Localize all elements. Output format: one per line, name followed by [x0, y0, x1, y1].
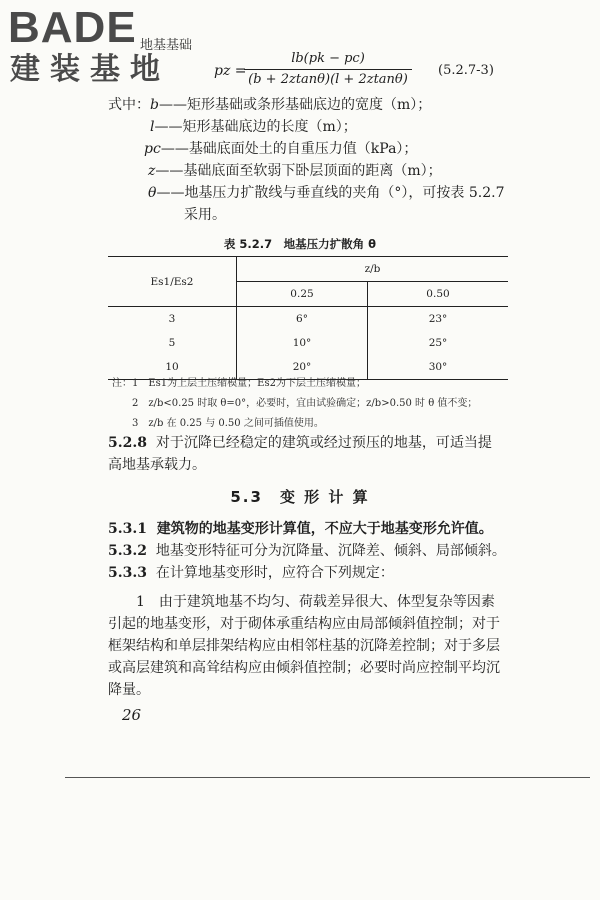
item-line: 或高层建筑和高耸结构应由倾斜值控制；必要时尚应控制平均沉	[108, 660, 500, 676]
definition-symbol: z	[148, 163, 156, 179]
table-cell: 25°	[368, 331, 509, 355]
table-cell: 20°	[237, 355, 368, 380]
clause-5-3-2: 5.3.2 地基变形特征可分为沉降量、沉降差、倾斜、局部倾斜。	[108, 543, 506, 559]
definition-symbol: pc	[144, 141, 161, 157]
definition-continuation: 采用。	[184, 207, 226, 223]
item-line: 引起的地基变形，对于砌体承重结构应由局部倾斜值控制；对于	[108, 616, 500, 632]
definition-symbol: l	[150, 119, 155, 135]
section-heading: 5.3 变 形 计 算	[230, 488, 370, 506]
note-item: 3 z/b 在 0.25 与 0.50 之间可插值使用。	[132, 418, 324, 429]
table-column-header: 0.25	[237, 282, 368, 307]
clause-text: 对于沉降已经稳定的建筑或经过预压的地基，可适当提	[155, 435, 492, 451]
table-row	[108, 307, 508, 332]
table-group-header: z/b	[237, 257, 509, 282]
definition-text: ——矩形基础或条形基础底边的宽度（m）；	[158, 97, 432, 113]
equation-fraction	[244, 50, 412, 89]
clause-number: 5.2.8	[108, 435, 147, 451]
item-line: 框架结构和单层排架结构应由相邻柱基的沉降差控制；对于多层	[108, 638, 500, 654]
table-cell: 3	[168, 313, 176, 325]
table-row	[108, 331, 508, 355]
symbol-definitions	[108, 94, 505, 226]
item-line: 1 由于建筑地基不均匀、荷载差异很大、体型复杂等因素	[136, 594, 495, 610]
item-line: 降量。	[108, 682, 150, 698]
definition-symbol: θ	[148, 185, 157, 201]
table-notes	[112, 374, 477, 434]
table-row-header: Es1/Es2	[108, 257, 237, 307]
fraction-bar	[244, 69, 412, 70]
table-cell: 5	[168, 337, 176, 349]
table-cell: 10	[108, 355, 237, 380]
brand-logo-subtitle: 建装基地	[10, 52, 170, 87]
notes-prefix: 注：	[112, 378, 132, 389]
table-cell: 10°	[237, 331, 368, 355]
definition-row	[108, 138, 505, 160]
clause-text: 高地基承载力。	[108, 457, 206, 473]
definition-row	[108, 116, 505, 138]
note-item: 2 z/b<0.25 时取 θ=0°，必要时，宜由试验确定；z/b>0.50 时 θ 值不变；	[132, 398, 478, 409]
bottom-rule	[65, 777, 590, 778]
definitions-lead: 式中：	[108, 97, 150, 113]
equation-number: (5.2.7-3)	[438, 63, 494, 78]
table-cell: 23°	[368, 307, 509, 332]
note-item: 注：1 Es1为上层土压缩模量；Es2为下层土压缩模量；	[112, 378, 366, 389]
clause-5-2-8	[108, 432, 508, 476]
clause-5-3-1: 5.3.1 建筑物的地基变形计算值，不应大于地基变形允许值。	[108, 521, 493, 537]
table-cell: 6°	[237, 307, 368, 332]
equation-denominator: (b + 2ztanθ)(l + 2ztanθ)	[248, 72, 408, 87]
running-title: 地基基础	[140, 38, 193, 53]
definition-row	[108, 160, 505, 182]
table-title: 表 5.2.7 地基压力扩散角 θ	[223, 237, 377, 251]
equation-lhs: pz =	[214, 63, 247, 79]
clauses-5-3	[108, 518, 528, 584]
definition-text: ——基础底面至软弱下卧层顶面的距离（m）；	[155, 163, 442, 179]
clause-5-3-3-item-1	[108, 591, 528, 701]
table-column-header: 0.50	[368, 282, 509, 307]
definition-text: ——基础底面处土的自重压力值（kPa）；	[160, 141, 418, 157]
diffusion-angle-table	[108, 256, 508, 380]
definition-row	[108, 94, 505, 116]
definition-symbol: b	[150, 97, 159, 113]
table-cell: 30°	[368, 355, 509, 380]
definition-row	[108, 182, 505, 204]
clause-5-3-3: 5.3.3 在计算地基变形时，应符合下列规定：	[108, 565, 394, 581]
definition-text: ——矩形基础底边的长度（m）；	[154, 119, 357, 135]
definition-text: ——地基压力扩散线与垂直线的夹角（°），可按表 5.2.7	[156, 185, 505, 201]
brand-logo: BADE	[8, 3, 137, 52]
equation-numerator: lb(pk − pc)	[291, 51, 365, 66]
page-number: 26	[122, 706, 142, 724]
